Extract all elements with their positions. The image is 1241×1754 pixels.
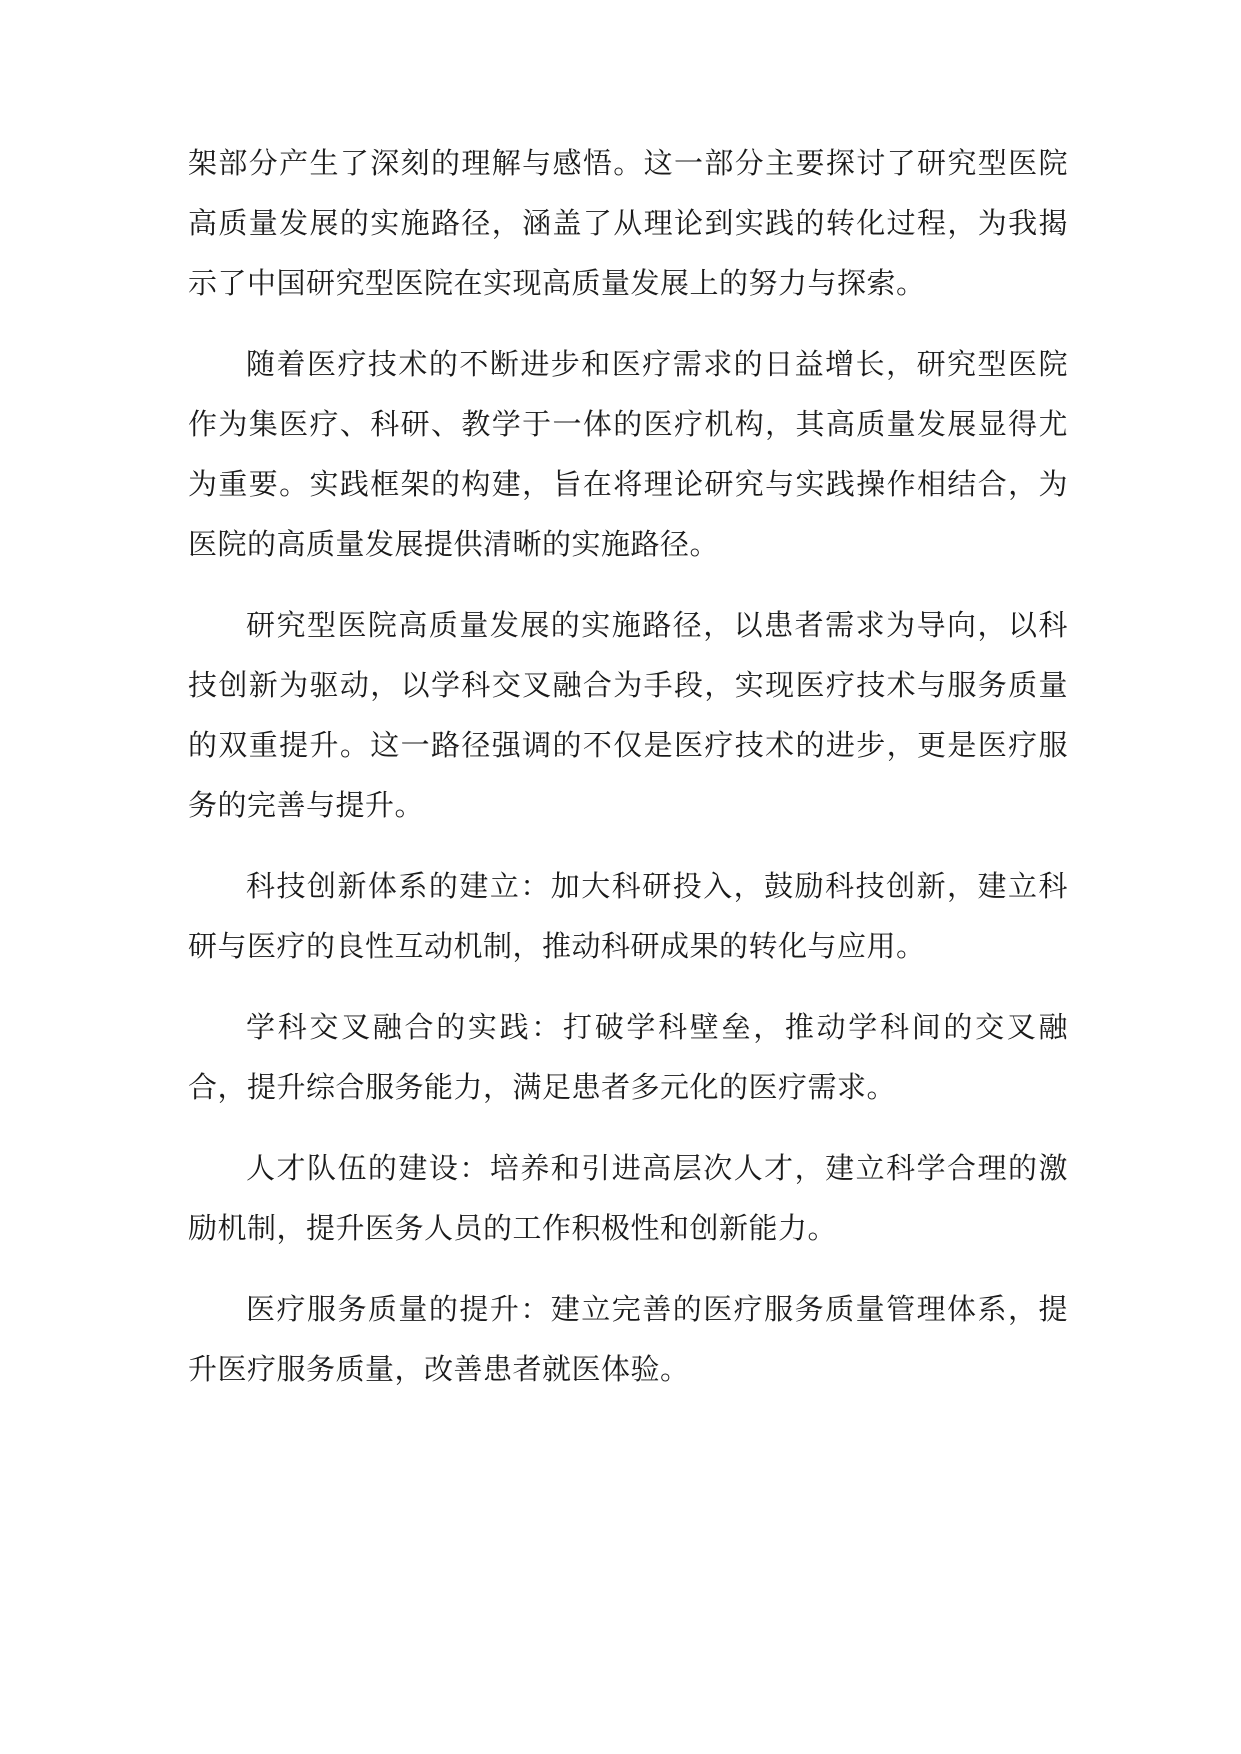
paragraph-6: 人才队伍的建设：培养和引进高层次人才，建立科学合理的激励机制，提升医务人员的工作积极性和创新能力。 [188, 1151, 1068, 1245]
paragraph-7: 医疗服务质量的提升：建立完善的医疗服务质量管理体系，提升医疗服务质量，改善患者就医体验。 [188, 1292, 1068, 1386]
document-body [188, 133, 1068, 1399]
paragraph-5: 学科交叉融合的实践：打破学科壁垒，推动学科间的交叉融合，提升综合服务能力，满足患者多元化的医疗需求。 [188, 1010, 1068, 1104]
paragraph-3: 研究型医院高质量发展的实施路径，以患者需求为导向，以科技创新为驱动，以学科交叉融合为手段，实现医疗技术与服务质量的双重提升。这一路径强调的不仅是医疗技术的进步，更是医疗服务的完善与提升。 [188, 608, 1068, 822]
paragraph-1: 架部分产生了深刻的理解与感悟。这一部分主要探讨了研究型医院高质量发展的实施路径，涵盖了从理论到实践的转化过程，为我揭示了中国研究型医院在实现高质量发展上的努力与探索。 [188, 146, 1068, 300]
paragraph-4: 科技创新体系的建立：加大科研投入，鼓励科技创新，建立科研与医疗的良性互动机制，推动科研成果的转化与应用。 [188, 869, 1068, 963]
paragraph-2: 随着医疗技术的不断进步和医疗需求的日益增长，研究型医院作为集医疗、科研、教学于一体的医疗机构，其高质量发展显得尤为重要。实践框架的构建，旨在将理论研究与实践操作相结合，为医院的高质量发展提供清晰的实施路径。 [188, 347, 1068, 561]
